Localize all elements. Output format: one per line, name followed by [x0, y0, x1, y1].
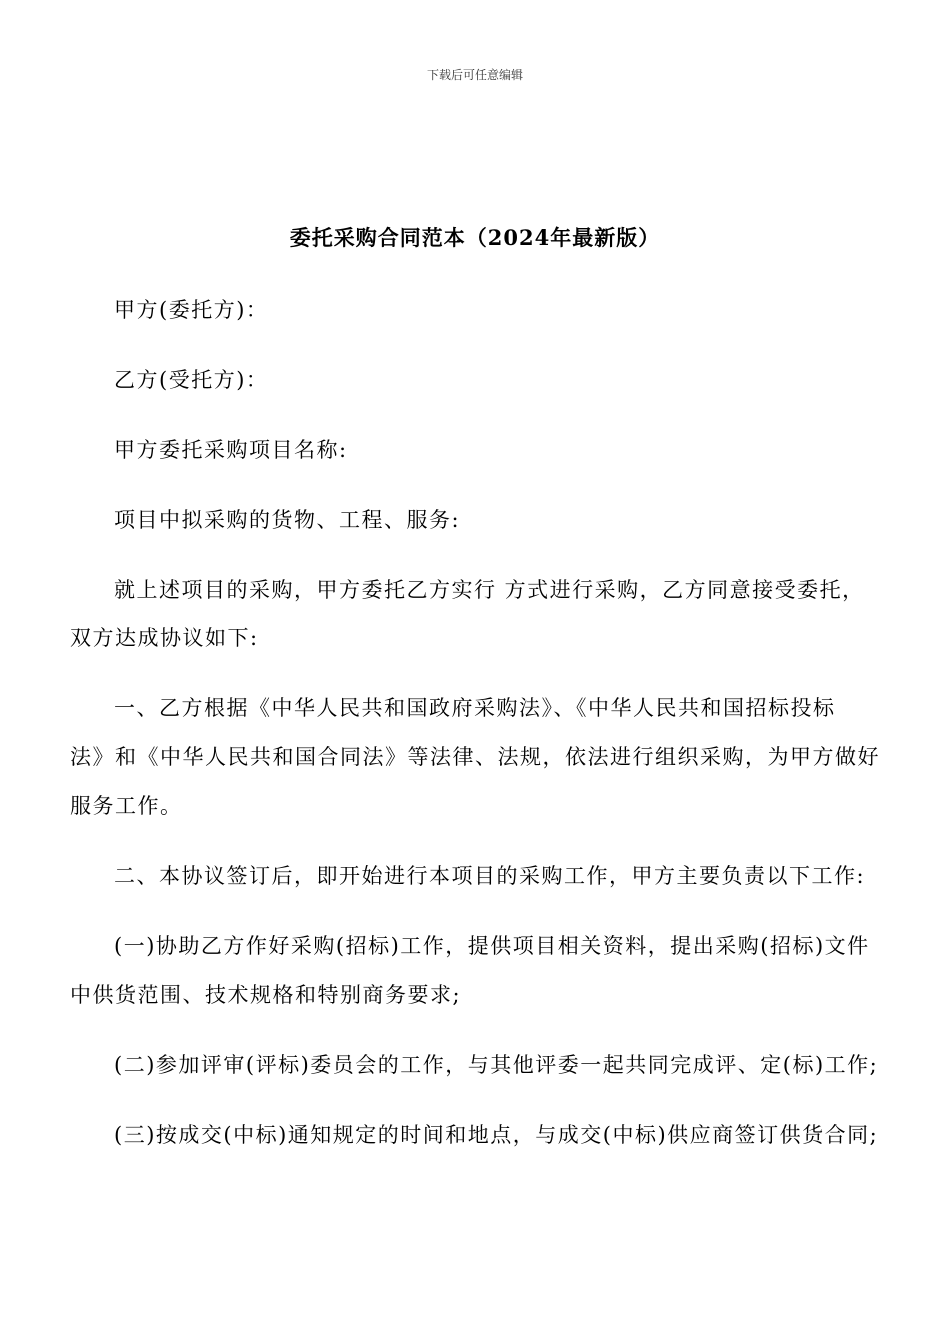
clause-2-line-1: 二、本协议签订后，即开始进行本项目的采购工作，甲方主要负责以下工作: [114, 864, 866, 888]
subclause-1-line-1: (一)协助乙方作好采购(招标)工作，提供项目相关资料，提出采购(招标)文件 [114, 934, 870, 958]
subclause-2: (二)参加评审(评标)委员会的工作，与其他评委一起共同完成评、定(标)工作; [114, 1053, 879, 1077]
clause-1-line-3: 服务工作。 [70, 794, 183, 818]
header-note: 下载后可任意编辑 [426, 68, 523, 82]
document-title: 委托采购合同范本（2024年最新版） [289, 225, 661, 250]
project-name-field: 甲方委托采购项目名称: [114, 438, 348, 462]
party-b-field: 乙方(受托方)： [114, 368, 269, 392]
subclause-3: (三)按成交(中标)通知规定的时间和地点，与成交(中标)供应商签订供货合同; [114, 1123, 879, 1147]
intro-line-1: 就上述项目的采购，甲方委托乙方实行 方式进行采购，乙方同意接受委托， [114, 578, 865, 602]
clause-1-line-2: 法》和《中华人民共和国合同法》等法律、法规，依法进行组织采购，为甲方做好 [70, 745, 880, 769]
procurement-items-field: 项目中拟采购的货物、工程、服务: [114, 508, 461, 532]
intro-line-2: 双方达成协议如下: [70, 626, 259, 650]
subclause-1-line-2: 中供货范围、技术规格和特别商务要求; [70, 983, 462, 1007]
party-a-field: 甲方(委托方)： [114, 298, 269, 322]
clause-1-line-1: 一、乙方根据《中华人民共和国政府采购法》、《中华人民共和国招标投标 [114, 696, 836, 720]
